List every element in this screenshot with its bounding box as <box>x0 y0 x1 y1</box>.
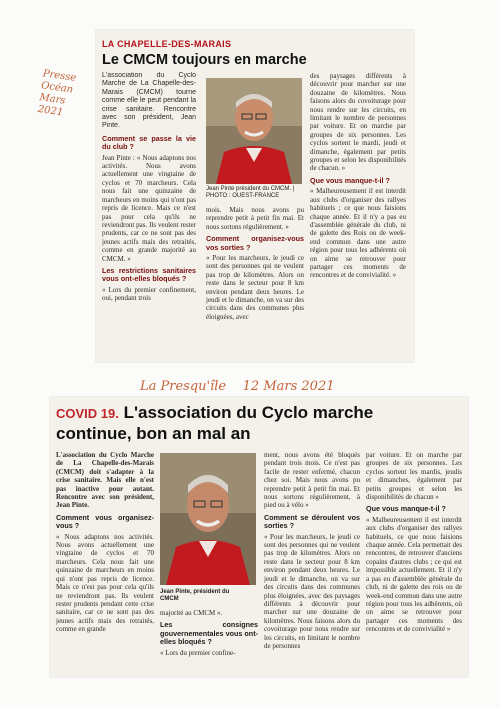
column-2 <box>160 609 258 673</box>
column-3 <box>264 451 360 673</box>
question-1: Comment vous organisez-vous ? <box>56 512 154 531</box>
photo-caption <box>160 589 256 603</box>
covid-tag: COVID 19. <box>56 406 119 421</box>
president-photo <box>160 453 256 585</box>
question-2: Les restrictions sanitaires vous ont-elles bloqués ? <box>102 265 196 284</box>
column-3 <box>310 72 406 362</box>
lead-paragraph: L'association du Cyclo Marche de La Chapelle-des-Marais (CMCM) doit s'adapter à la crise sanitaire. Mais elle n'est pas inactive pour autant. Rencontre avec son président, Jean Pinte. <box>56 451 154 510</box>
caption-line-2: CMCM <box>160 596 179 602</box>
source-line-3: Mars <box>38 92 67 107</box>
headline-line-2: continue, bon an mal an <box>56 424 251 443</box>
answer-4: « Malheureusement il est interdit aux clubs d'organiser des rallyes habituels, ce que nous faisions chaque année. Cela permettait des rencontres, de retrouver d'anciens copains d'autres clubs ; ce qui est impossible actuellement. Et il n'y a pas eu d'assemblée générale du club, ni de galette des rois ou de week-end commun dans une autre région pour tous les adhérents, où on aime se retrouver pour partager ces moments des rencontres et de convivialité » <box>366 515 462 634</box>
column-2-text: majorité au CMCM ». <box>160 609 223 617</box>
article-headline-2 <box>56 403 464 444</box>
source-line-1: Presse <box>42 68 77 84</box>
question-4: Que vous manque-t-il ? <box>366 504 446 514</box>
lead-paragraph: L'association du Cyclo Marche de La Chapelle-des-Marais (CMCM) tourne comme elle le peut pendant la crise sanitaire. Rencontre avec son président, Jean Pinte. <box>102 72 196 130</box>
newspaper-clipping-2 <box>50 397 468 677</box>
column-1 <box>56 451 154 673</box>
answer-2: « Lors du premier confinement, oui, pendant trois <box>102 285 196 303</box>
newspaper-clipping-1 <box>96 30 414 362</box>
question-1: Comment se passe la vie du club ? <box>102 133 196 152</box>
column-4-text: par voiture. Et on marche par groupes de six personnes. Les cyclos sortent les mardis, jeudis et dimanches, également par petits groupes et selon les disponibilités de chacun » <box>366 451 462 502</box>
location-label: LA CHAPELLE-DES-MARAIS <box>102 39 232 49</box>
question-2: Les consignes gouvernementales vous ont-elles bloqués ? <box>160 620 258 647</box>
question-3: Comment se déroulent vos sorties ? <box>264 512 360 531</box>
column-4 <box>366 451 462 673</box>
question-3: Comment organisez-vous vos sorties ? <box>206 234 304 252</box>
column-3-text: ment, nous avons été bloqués pendant trois mois. Ce n'est pas facile de rester enfermé, chacun chez soi. Mais nous avons pu reprendre petit à petit fin mai. Et nous sortons régulièrement, à pied ou à vélo » <box>264 451 360 510</box>
question-4: Que vous manque-t-il ? <box>310 175 390 185</box>
headline-line-1: L'association du Cyclo marche <box>123 403 374 422</box>
answer-3: « Pour les marcheurs, le jeudi ce sont des personnes qui ne veulent pas trop de kilomètres. Alors on reste dans le secteur pour 8 km environ pendant deux heures. Le jeudi et le dimanche, on va sur des circuits dans des communes plus éloignées, avec des paysages différents à découvrir pour marcher sur une douzaine de kilomètres. Nous faisons alors du covoiturage pour nous rendre sur les circuits, en limitant le nombre de personnes <box>264 532 360 650</box>
portrait-image <box>206 78 302 184</box>
column-3-text: des paysages différents à découvrir pour marcher sur une douzaine de kilomètres. Nous faisons alors du covoiturage pour nous rendre sur les circuits, en limitant le nombre de personnes par voiture. Et on marche par groupes de six personnes. Les cyclos sortent le mardi, jeudi et dimanche, également par petits groupes et selon les disponibilités de chacun. » <box>310 72 406 173</box>
article-headline: Le CMCM toujours en marche <box>102 52 307 68</box>
answer-3: « Pour les marcheurs, le jeudi ce sont des personnes qui ne veulent pas trop de kilomètres. Alors on reste dans le secteur pour 8 km environ pendant deux heures. Le jeudi et le dimanche, on va sur des circuits dans des communes plus éloignées, avec <box>206 254 304 321</box>
handwritten-source-note <box>37 68 99 123</box>
source-line-2: Océan <box>40 80 74 96</box>
column-2-text: mois. Mais nous avons pu reprendre petit à petit fin mai. Et nous sortons régulièrement. » <box>206 206 304 231</box>
answer-1: Jean Pinte : « Nous adaptons nos activités. Nous avons actuellement une vingtaine de cyclos et 70 marcheurs. Cela nous fait une quinzaine de marcheurs en moins qui n'ont pas repris de licence. Mais ce n'est pas pour cela qu'ils ne reviendront pas. Ils veulent rester prudents, car ce ne sont pas des jeunes actifs mais des retraités, comme en grande majorité au CMCM. » <box>102 153 196 263</box>
president-photo <box>206 78 302 184</box>
column-1 <box>102 72 196 362</box>
column-2 <box>206 206 304 362</box>
answer-2: « Lors du premier confine- <box>160 648 236 657</box>
caption-line-1: Jean Pinte, président du <box>160 589 230 595</box>
photo-caption: Jean Pinte président du CMCM. | PHOTO : OUEST-FRANCE <box>206 186 295 199</box>
answer-1: « Nous adaptons nos activités. Nous avons actuellement une vingtaine de cyclos et 70 marcheurs. Cela nous fait une quinzaine de marcheurs en moins qui n'ont pas repris de licence. Mais ce n'est pas pour cela qu'ils ne reviendront pas. Ils veulent rester prudents pendant cette crise sanitaire, car ce ne sont pas des jeunes actifs mais des retraités, comme en grande <box>56 532 154 634</box>
portrait-image <box>160 453 256 585</box>
handwritten-date-note: La Presqu'île 12 Mars 2021 <box>140 379 335 394</box>
source-line-4: 2021 <box>37 103 64 119</box>
answer-4: « Malheureusement il est interdit aux clubs d'organiser des rallyes habituels ; ce que nous faisions chaque année. Et il n'y a pas eu d'assemblée générale du club, ni de galette des Rois ou de week-end commun dans une autre région pour tous les adhérents où on aime se retrouver pour partager ces moments de rencontres et de convivialité. » <box>310 187 406 280</box>
